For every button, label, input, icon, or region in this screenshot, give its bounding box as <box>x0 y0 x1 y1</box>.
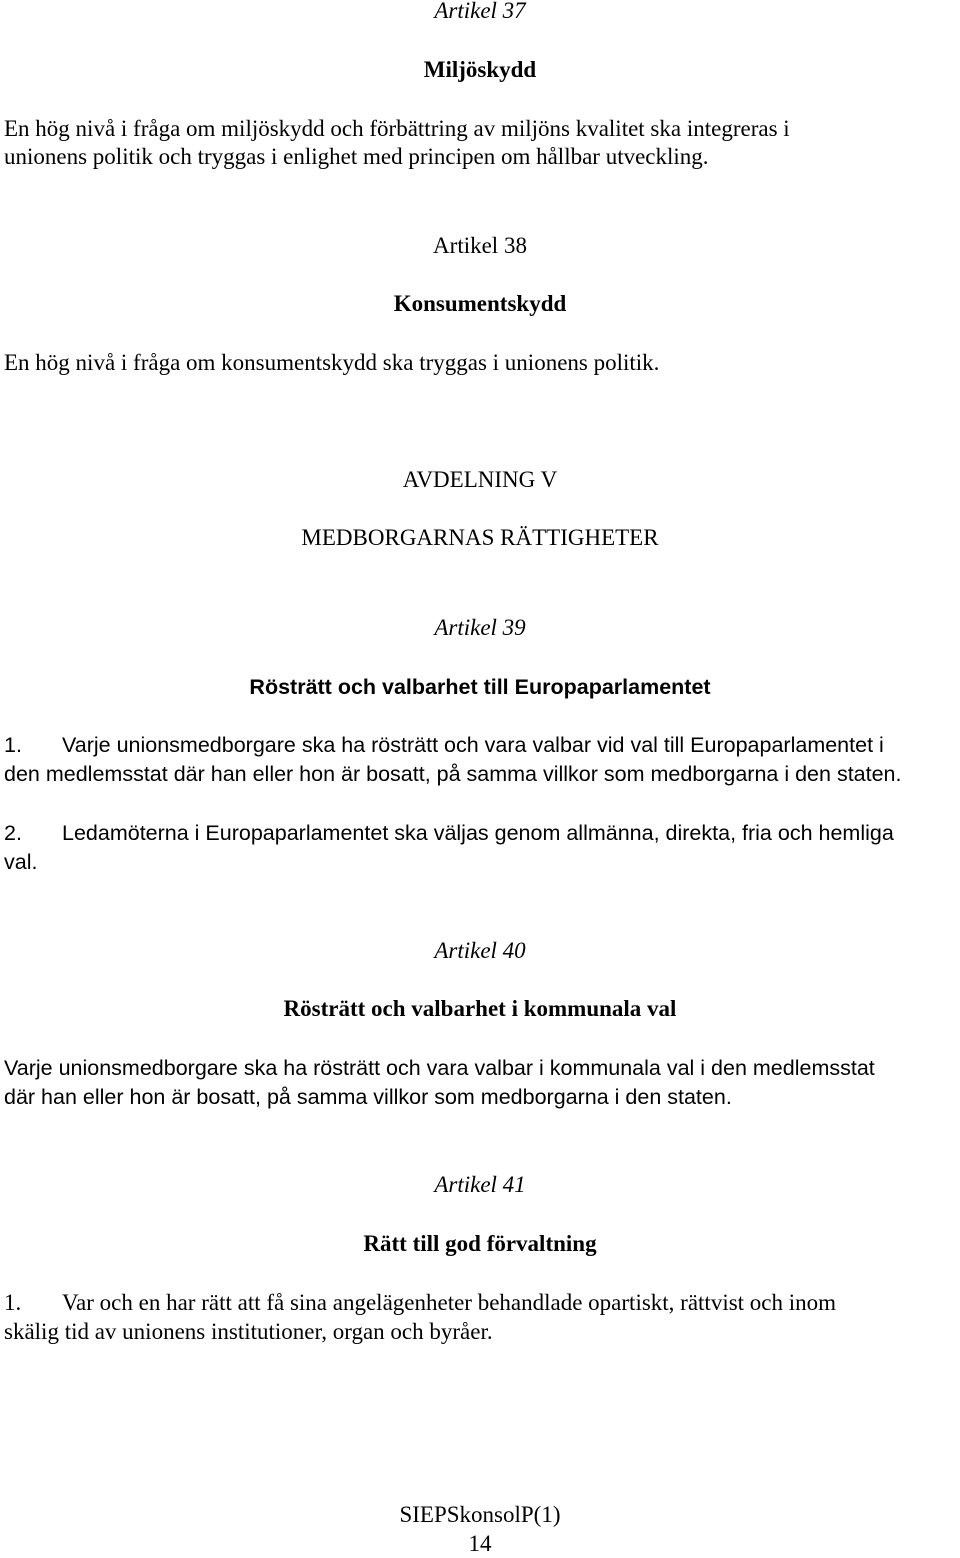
article-41-paragraph-1-line-2: skälig tid av unionens institutioner, organ och byråer. <box>4 1319 493 1344</box>
paragraph-text-line-1: Varje unionsmedborgare ska ha rösträtt och vara valbar vid val till Europaparlamentet i <box>62 733 884 757</box>
article-37-text-line-1: En hög nivå i fråga om miljöskydd och förbättring av miljöns kvalitet ska integreras i <box>4 116 790 141</box>
article-40-label: Artikel 40 <box>434 938 526 963</box>
article-40-text-line-1: Varje unionsmedborgare ska ha rösträtt och vara valbar i kommunala val i den medlemsstat <box>4 1056 875 1080</box>
article-40-text-line-2: där han eller hon är bosatt, på samma villkor som medborgarna i den staten. <box>4 1085 732 1109</box>
article-39-paragraph-2-line-2: val. <box>4 850 38 874</box>
article-38-title: Konsumentskydd <box>393 291 567 316</box>
footer-document-id: SIEPSkonsolP(1) <box>399 1502 561 1527</box>
article-38-text-line-1: En hög nivå i fråga om konsumentskydd ska tryggas i unionens politik. <box>4 350 660 375</box>
paragraph-number: 1. <box>4 1290 22 1315</box>
paragraph-text-line-1: Ledamöterna i Europaparlamentet ska väljas genom allmänna, direkta, fria och hemliga <box>62 821 894 845</box>
paragraph-text-line-1: Var och en har rätt att få sina angelägenheter behandlade opartiskt, rättvist och inom <box>62 1290 837 1315</box>
section-subheading: MEDBORGARNAS RÄTTIGHETER <box>301 525 659 550</box>
article-37-title: Miljöskydd <box>423 57 537 82</box>
article-39-label: Artikel 39 <box>434 615 526 640</box>
paragraph-number: 1. <box>4 733 22 757</box>
article-40-title: Rösträtt och valbarhet i kommunala val <box>283 996 677 1021</box>
article-41-label: Artikel 41 <box>434 1172 526 1197</box>
article-37-text-line-2: unionens politik och tryggas i enlighet med principen om hållbar utveckling. <box>4 144 709 169</box>
article-41-title: Rätt till god förvaltning <box>363 1231 597 1256</box>
article-39-title: Rösträtt och valbarhet till Europaparlamentet <box>249 675 711 699</box>
footer-page-number: 14 <box>468 1531 492 1556</box>
article-37-label: Artikel 37 <box>434 0 526 23</box>
paragraph-number: 2. <box>4 821 22 845</box>
article-39-paragraph-1-line-2: den medlemsstat där han eller hon är bosatt, på samma villkor som medborgarna i den staten. <box>4 762 902 786</box>
article-38-label: Artikel 38 <box>433 233 527 258</box>
section-heading: AVDELNING V <box>402 467 558 492</box>
